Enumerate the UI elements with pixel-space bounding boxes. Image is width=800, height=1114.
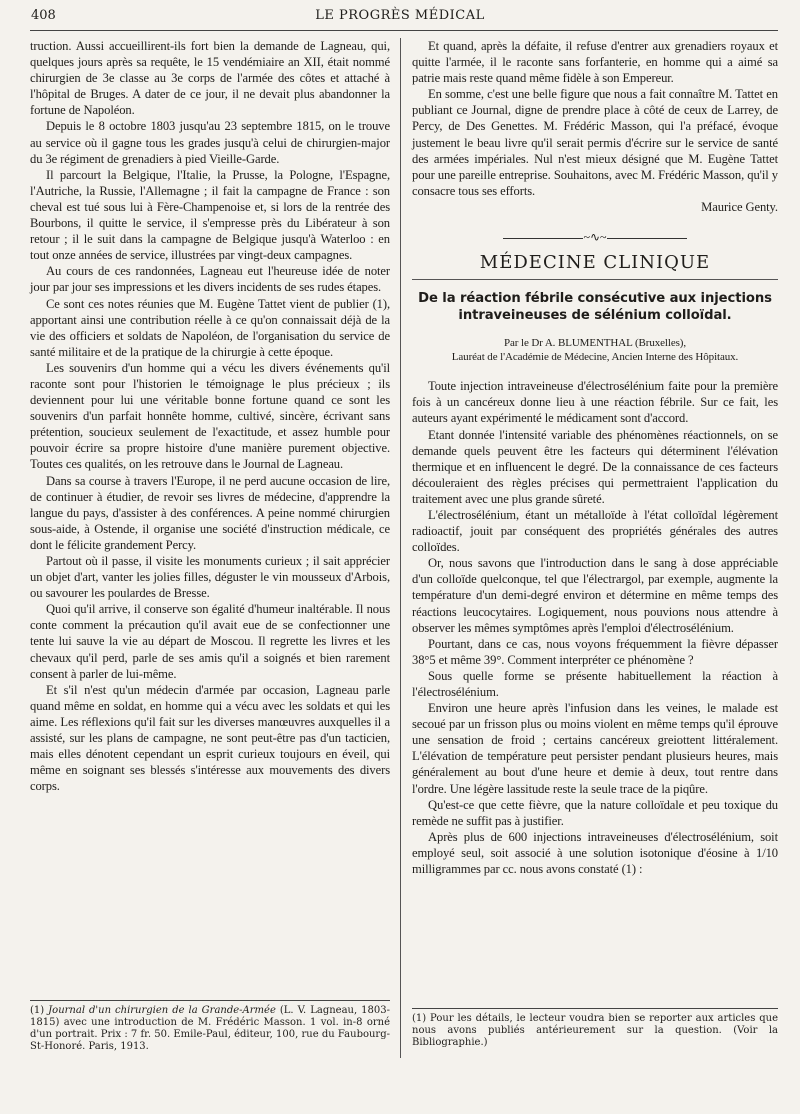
section-title: MÉDECINE CLINIQUE xyxy=(412,255,778,280)
left-column xyxy=(30,38,390,794)
footnote-marker: (1) xyxy=(30,1005,45,1016)
paragraph: En somme, c'est une belle figure que nous a fait connaître M. Tattet en publiant ce Journal, digne de prendre place à côté de ceux de Larrey, de Percy, de Des Genettes. M. Frédéric Masson, qui l'a préfacé, évoque justement le beau livre qu'il serait permis d'écrire sur le service de santé des armées impériales. Nul n'est mieux désigné que M. Eugène Tattet pour une pareille entreprise. Souhaitons, avec M. Frédéric Masson, qu'il y consacre tous ses efforts. xyxy=(412,87,778,198)
paragraph: Pourtant, dans ce cas, nous voyons fréquemment la fièvre dépasser 38°5 et même 39°. Comment interpréter ce phénomène ? xyxy=(412,636,778,667)
section-ornament: ~∿~ xyxy=(412,229,778,245)
byline xyxy=(412,336,778,364)
column-divider xyxy=(400,38,401,1058)
paragraph: Dans sa course à travers l'Europe, il ne perd aucune occasion de lire, de continuer à étudier, de revoir ses livres de médecine, d'apprendre la langue du pays, d'assister à des conférences. A peine nommé chirurgien sous-aide, à Ostende, il organise une société d'instruction médicale, ce dont le félicite grandement Percy. xyxy=(30,473,390,552)
footnote-details: (L. V. Lagneau, 1803-1815) avec une introduction de M. Frédéric Masson. 1 vol. in-8 orné d'un portrait. Prix : 7 fr. 50. Emile-Paul, éditeur, 100, rue du Faubourg-St-Honoré. Paris, 1913. xyxy=(30,1005,390,1052)
footnote-rule xyxy=(30,1000,390,1001)
paragraph: Et s'il n'est qu'un médecin d'armée par occasion, Lagneau parle quand même en soldat, en homme qui a vécu avec les soldats et qui les aime. Les réflexions qu'il fait sur les diverses manœuvres auxquelles il a assisté, sur les plans de campagne, ne sont peut-être pas d'un tacticien, mais elles dénotent cependant un esprit curieux toujours en éveil, qui même en soignant ses blessés s'intéresse aux mouvements des divers corps. xyxy=(30,682,390,794)
byline-credentials: Lauréat de l'Académie de Médecine, Ancien Interne des Hôpitaux. xyxy=(451,351,739,364)
footnote-text: (1) Pour les détails, le lecteur voudra bien se reporter aux articles que nous avons publiés antérieurement sur la question. (Voir la Bibliographie.) xyxy=(412,1013,778,1048)
paragraph: Partout où il passe, il visite les monuments curieux ; il sait apprécier un objet d'art, vanter les jolies filles, déguster le vin mousseux d'Arbois, ou savourer les poulardes de Bresse. xyxy=(30,554,390,601)
paragraph: Et quand, après la défaite, il refuse d'entrer aux grenadiers royaux et quitte l'armée, il le raconte sans forfanterie, en homme qui a aimé sa patrie mais reste quand même fidèle à son Empereur. xyxy=(412,39,778,86)
paragraph: Sous quelle forme se présente habituellement la réaction à l'électrosélénium. xyxy=(412,668,778,699)
footnote-text xyxy=(30,1005,390,1053)
paragraph: Les souvenirs d'un homme qui a vécu les divers événements qu'il raconte sont pour l'historien le témoignage le plus précieux ; ils deviennent pour lui une véritable bonne fortune quand ce sont les souvenirs d'un parfait honnête homme, cultivé, sincère, écrivant sans prétention, soucieux seulement de l'exactitude, et assez humble pour pouvoir écrire sa propre histoire d'une manière purement objective. Toutes ces qualités, on les retrouve dans le Journal de Lagneau. xyxy=(30,360,390,472)
paragraph: Depuis le 8 octobre 1803 jusqu'au 23 septembre 1815, on le trouve au service où il gagne tous les grades jusqu'à celui de chirurgien-major du 3e régiment de grenadiers à pied Vieille-Garde. xyxy=(30,119,390,166)
footnote-book-title: Journal d'un chirurgien de la Grande-Armée xyxy=(48,1005,276,1016)
paragraph: Après plus de 600 injections intraveineuses d'électrosélénium, soit employé seul, soit associé à une solution isotonique d'éosine à 1/10 milligrammes par cc. nous avons constaté (1) : xyxy=(412,829,778,877)
paragraph: truction. Aussi accueillirent-ils fort bien la demande de Lagneau, qui, quelques jours après sa requête, le 15 vendémiaire an XII, était nommé chirurgien de 3e classe au 3e corps de l'armée des côtes et attaché à l'hôpital de Bruges. A dater de ce jour, il ne devait plus abandonner la fortune de Napoléon. xyxy=(30,39,390,118)
paragraph: Au cours de ces randonnées, Lagneau eut l'heureuse idée de noter jour par jour ses impressions et les divers incidents de ses rudes étapes. xyxy=(30,264,390,295)
right-footnote xyxy=(412,1008,778,1049)
paragraph: Quoi qu'il arrive, il conserve son égalité d'humeur inaltérable. Il nous conte comment la précaution qu'il avait eue de se confectionner une tente lui sauve la vie au départ de Moscou. Il regrette les livres et les chevaux qu'il perd, parle de ses amis qu'il a soignés et bien rarement consent à parler de lui-même. xyxy=(30,602,390,681)
paragraph: Il parcourt la Belgique, l'Italie, la Prusse, la Pologne, l'Espagne, l'Autriche, la Russie, l'Allemagne ; il fait la campagne de France : son cheval est tué sous lui à Fère-Champenoise et, si lors de la rentrée des Bourbons, il quitte le service, il s'empresse près du Libérateur à son retour ; il le suit dans la campagne de Belgique jusqu'à Waterloo : en tout onze années de service, illustrées par vingt-deux campagnes. xyxy=(30,167,390,263)
paragraph: Ce sont ces notes réunies que M. Eugène Tattet vient de publier (1), apportant ainsi une contribution réelle à ce qu'on connaissait déjà de la vie des officiers et soldats de Napoléon, de l'organisation du service de santé militaire et de la pratique de la chirurgie à cette époque. xyxy=(30,296,390,359)
left-footnote xyxy=(30,1000,390,1053)
paragraph: Environ une heure après l'infusion dans les veines, le malade est secoué par un frisson plus ou moins violent en même temps qu'il éprouve une sensation de froid ; certains cancéreux greiottent littéralement. L'élévation de température peut persister pendant plusieurs heures, mais généralement au bout d'une heure et demie à deux, tout rentre dans l'ordre. Une légère lassitude reste la seule trace de la piqûre. xyxy=(412,701,778,796)
page-number: 408 xyxy=(31,8,56,23)
paragraph: Qu'est-ce que cette fièvre, que la nature colloïdale et peu toxique du remède ne suffit pas à justifier. xyxy=(412,797,778,828)
signature: Maurice Genty. xyxy=(701,199,778,214)
paragraph: L'électrosélénium, étant un métalloïde à l'état colloïdal légèrement radioactif, jouit par conséquent des propriétés générales des autres colloïdes. xyxy=(412,507,778,555)
running-title: LE PROGRÈS MÉDICAL xyxy=(315,8,485,23)
byline-author: Par le Dr A. BLUMENTHAL (Bruxelles), xyxy=(503,337,687,350)
article-title: De la réaction fébrile consécutive aux injections intraveineuses de sélénium colloïdal. xyxy=(418,291,772,324)
right-column xyxy=(412,38,778,877)
footnote-rule xyxy=(412,1008,778,1009)
paragraph: Toute injection intraveineuse d'électrosélénium faite pour la première fois à un cancéreux donne lieu à une réaction fébrile. Sur ce fait, les auteurs ayant expérimenté le médicament sont d'accord. xyxy=(412,379,778,426)
header-rule xyxy=(30,30,778,31)
paragraph: Or, nous savons que l'introduction dans le sang à dose appréciable d'un colloïde quelconque, tel que l'électrargol, par exemple, augmente la température d'un demi-degré environ et détermine en même temps des réactions leucocytaires. Logiquement, nous pouvions nous attendre à observer les mêmes symptômes après l'emploi d'électrosélénium. xyxy=(412,556,778,635)
paragraph: Etant donnée l'intensité variable des phénomènes réactionnels, on se demande quels peuvent être les facteurs qui déterminent l'élévation thermique et en influencent le degré. De la connaissance de ces facteurs découleraient des règles précises qui permettraient l'application du traitement avec une plus grande sûreté. xyxy=(412,427,778,506)
